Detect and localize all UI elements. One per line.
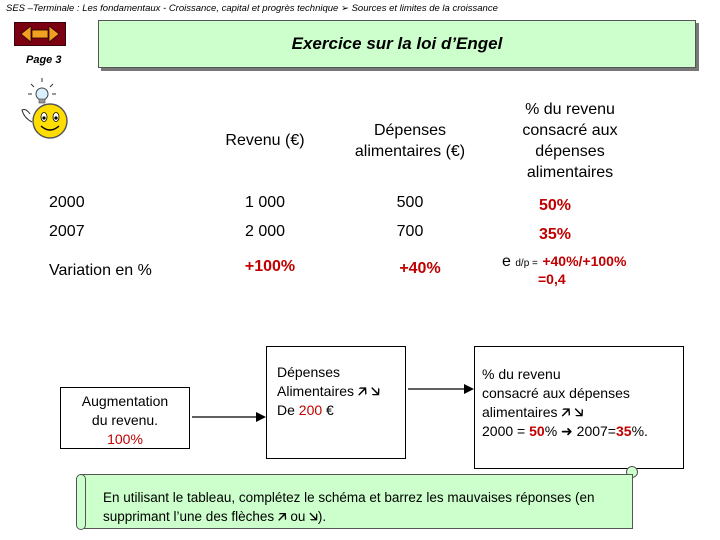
- header-pct: [495, 99, 645, 183]
- depenses-2000: 500: [396, 194, 424, 211]
- pct-box-2007-label: 2007=: [572, 423, 616, 439]
- elasticite-subscript: d/p =: [515, 258, 538, 269]
- pct-2000: 50%: [538, 197, 572, 214]
- pct-box-2007-suffix: %.: [631, 423, 648, 439]
- revenu-box-value: 100%: [107, 431, 143, 447]
- pct-box-line1: % du revenu: [482, 366, 561, 382]
- depenses-box-line2: [277, 382, 405, 401]
- instructions-text: En utilisant le tableau, complétez le schéma et barrez les mauvaises réponses (en supprimant l’une des flèches: [103, 490, 595, 524]
- arrow-down-right-icon[interactable]: 🡦: [370, 383, 380, 399]
- header-depenses-line1: Dépenses: [373, 122, 447, 139]
- variation-depenses: +40%: [399, 260, 441, 277]
- arrow-right-icon: [408, 382, 474, 396]
- breadcrumb: [6, 3, 498, 14]
- row-label-2000: 2000: [49, 194, 85, 211]
- elasticite-symbol: e: [502, 253, 511, 270]
- pct-box-2000-value: 50: [529, 423, 545, 439]
- arrow-up-right-icon[interactable]: 🡥: [561, 404, 571, 420]
- header-pct-line4: alimentaires: [526, 164, 614, 181]
- row-label-variation: Variation en %: [49, 262, 152, 279]
- pct-box-2007-value: 35: [615, 423, 632, 439]
- header-depenses: [335, 120, 485, 162]
- revenu-2007: 2 000: [244, 223, 286, 240]
- pct-box-line3: [482, 403, 683, 422]
- scroll-curl: [76, 474, 86, 530]
- depenses-box-value: 200: [298, 402, 323, 418]
- header-depenses-line2: alimentaires (€): [354, 143, 466, 160]
- pct-box-2000-suffix: %: [544, 423, 562, 439]
- header-pct-line2: consacré aux: [522, 122, 618, 139]
- depenses-box-line1: Dépenses: [277, 364, 341, 380]
- page-title: Exercice sur la loi d’Engel: [291, 34, 503, 53]
- arrow-right-icon: [192, 410, 266, 424]
- row-label-2007: 2007: [49, 223, 85, 240]
- elasticite-ratio: +40%/+100%: [542, 253, 627, 269]
- elasticite: [502, 253, 672, 287]
- pct-box-label: alimentaires: [482, 404, 558, 420]
- navigation-arrows-icon[interactable]: [21, 26, 59, 42]
- instructions-text-or: ou: [286, 509, 310, 524]
- header-pct-line3: dépenses: [535, 143, 605, 160]
- depenses-box: [266, 346, 406, 459]
- depenses-box-prefix: De: [277, 402, 299, 418]
- page-number: Page 3: [26, 54, 62, 66]
- instructions-text-end: ).: [317, 509, 327, 524]
- arrow-up-right-icon[interactable]: 🡥: [357, 383, 367, 399]
- revenu-box: [60, 387, 190, 449]
- pct-box-line4: [482, 422, 683, 441]
- pct-box-line2: consacré aux dépenses: [482, 385, 630, 401]
- instructions-box: [80, 474, 633, 529]
- arrow-right-icon: ➜: [561, 423, 573, 439]
- depenses-box-suffix: €: [322, 402, 334, 418]
- header-pct-line1: % du revenu: [525, 101, 615, 118]
- arrow-right-icon: ➢: [340, 3, 349, 14]
- title-box: [98, 20, 696, 68]
- pct-box-2000-label: 2000 =: [482, 423, 530, 439]
- arrow-down-right-icon[interactable]: 🡦: [574, 404, 584, 420]
- breadcrumb-right: Sources et limites de la croissance: [351, 3, 498, 14]
- revenu-box-line2: du revenu.: [91, 412, 159, 428]
- revenu-2000: 1 000: [244, 194, 286, 211]
- breadcrumb-left: SES –Terminale : Les fondamentaux - Croissance, capital et progrès technique: [6, 3, 339, 14]
- header-revenu: Revenu (€): [225, 132, 305, 149]
- smiley-lightbulb-icon: [12, 78, 76, 140]
- elasticite-result: =0,4: [538, 271, 566, 287]
- pct-box: [474, 346, 684, 469]
- arrow-down-right-icon: 🡦: [309, 509, 318, 524]
- depenses-box-label: Alimentaires: [277, 383, 355, 399]
- depenses-box-line3: [277, 401, 405, 420]
- arrow-up-right-icon: 🡥: [277, 509, 287, 524]
- depenses-2007: 700: [396, 223, 424, 240]
- pct-2007: 35%: [538, 226, 572, 243]
- variation-revenu: +100%: [244, 258, 296, 275]
- revenu-box-line1: Augmentation: [81, 393, 169, 409]
